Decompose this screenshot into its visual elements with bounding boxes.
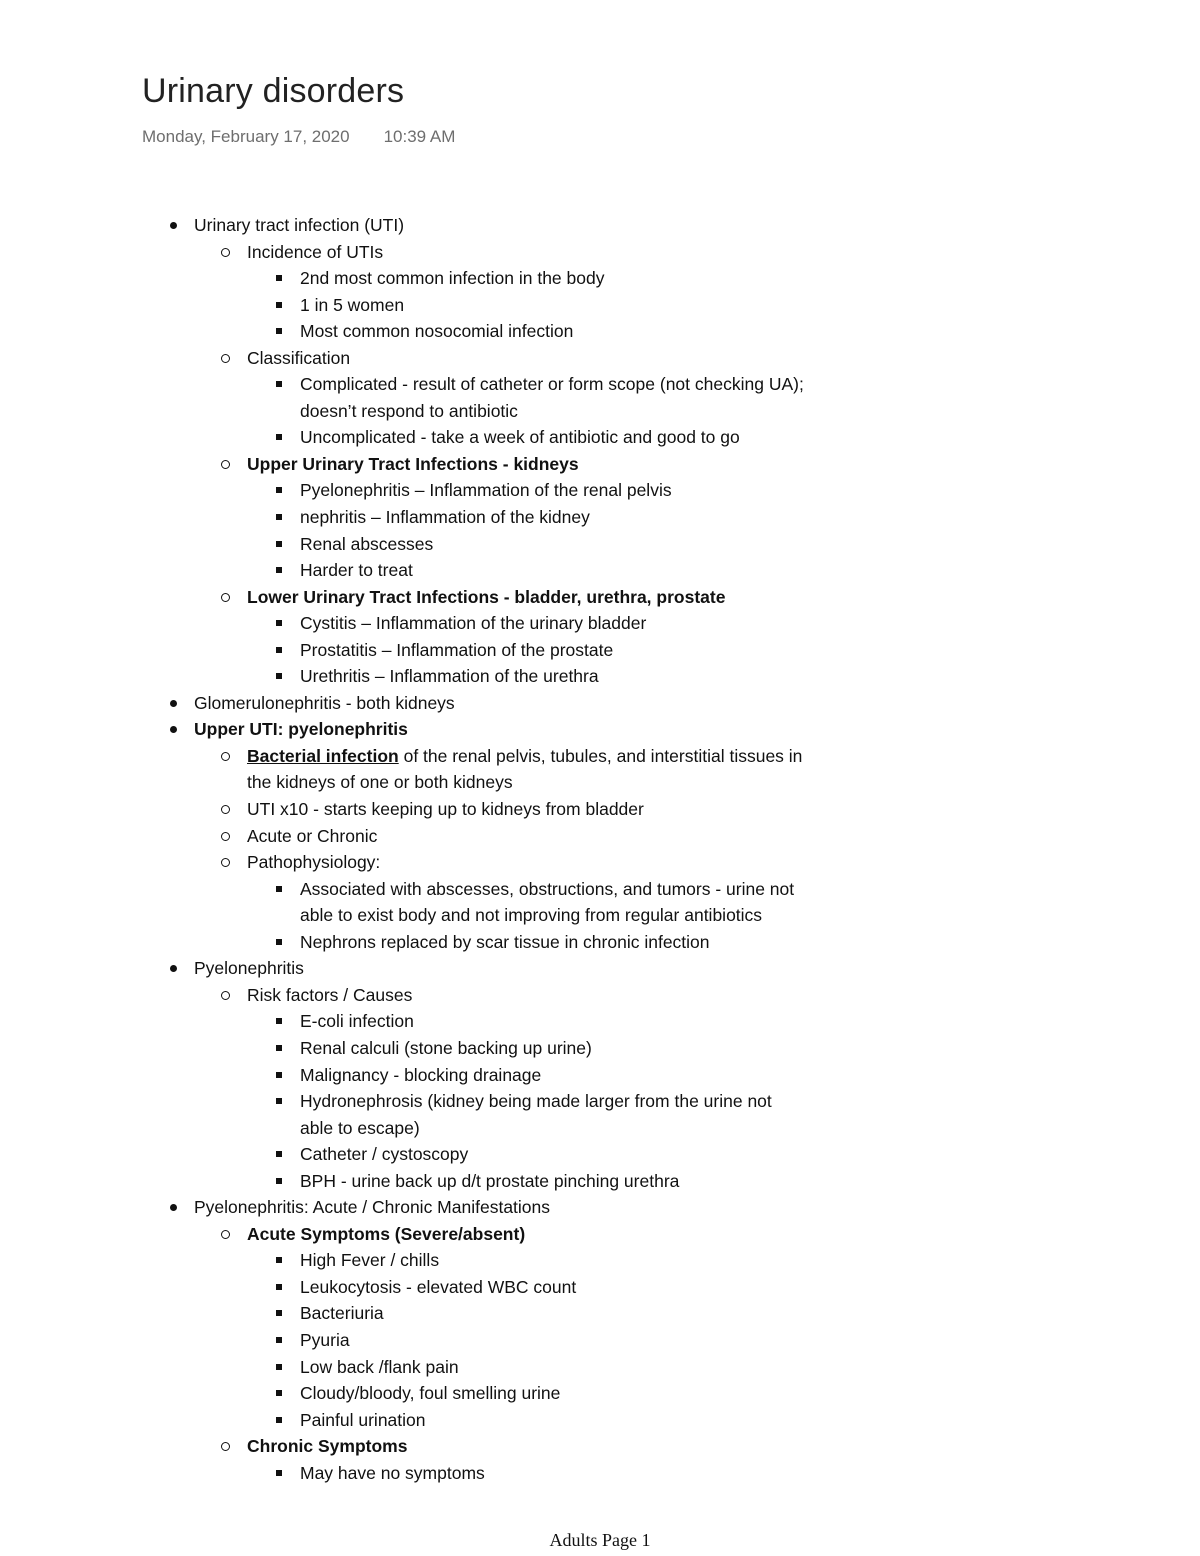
outline-notes (0, 212, 1200, 1486)
outline-item-level-3 (0, 1460, 1200, 1487)
outline-text: Renal abscesses (300, 533, 434, 554)
outline-item-continuation (0, 1115, 1200, 1142)
disc-bullet-icon (170, 726, 177, 733)
square-bullet-icon (276, 1045, 282, 1051)
outline-item-level-2 (0, 796, 1200, 823)
outline-text: Most common nosocomial infection (300, 321, 574, 342)
square-bullet-icon (276, 1364, 282, 1370)
outline-text: Complicated - result of catheter or form scope (not checking UA); (300, 374, 804, 395)
outline-item-level-1 (0, 716, 1200, 743)
outline-text: Pathophysiology: (247, 852, 381, 873)
square-bullet-icon (276, 1337, 282, 1343)
circle-bullet-icon (221, 832, 230, 841)
outline-item-level-3 (0, 1035, 1200, 1062)
outline-item-level-2 (0, 1221, 1200, 1248)
outline-text: Lower Urinary Tract Infections - bladder, urethra, prostate (247, 586, 726, 607)
square-bullet-icon (276, 939, 282, 945)
outline-text: Chronic Symptoms (247, 1436, 408, 1457)
square-bullet-icon (276, 514, 282, 520)
outline-item-level-2 (0, 584, 1200, 611)
outline-item-level-3 (0, 876, 1200, 903)
outline-text: Cystitis – Inflammation of the urinary bladder (300, 613, 647, 634)
page-time: 10:39 AM (383, 127, 456, 146)
outline-text: High Fever / chills (300, 1250, 440, 1271)
circle-bullet-icon (221, 248, 230, 257)
square-bullet-icon (276, 302, 282, 308)
outline-item-level-3 (0, 504, 1200, 531)
outline-item-level-2 (0, 345, 1200, 372)
outline-item-continuation (0, 769, 1200, 796)
outline-text: Bacterial infection (247, 745, 399, 766)
page-footer: Adults Page 1 (549, 1530, 651, 1550)
square-bullet-icon (276, 487, 282, 493)
circle-bullet-icon (221, 460, 230, 469)
outline-item-level-3 (0, 1088, 1200, 1115)
outline-text: Upper Urinary Tract Infections - kidneys (247, 453, 579, 474)
circle-bullet-icon (221, 1230, 230, 1239)
outline-text: Pyelonephritis: Acute / Chronic Manifestations (194, 1197, 551, 1218)
outline-item-level-2 (0, 823, 1200, 850)
outline-text: able to escape) (300, 1117, 420, 1138)
square-bullet-icon (276, 541, 282, 547)
outline-text: Urethritis – Inflammation of the urethra (300, 666, 599, 687)
outline-text: doesn’t respond to antibiotic (300, 400, 518, 421)
disc-bullet-icon (170, 1204, 177, 1211)
circle-bullet-icon (221, 752, 230, 761)
square-bullet-icon (276, 381, 282, 387)
outline-text: Catheter / cystoscopy (300, 1144, 469, 1165)
outline-text: Uncomplicated - take a week of antibiotic and good to go (300, 427, 740, 448)
outline-text: of the renal pelvis, tubules, and interstitial tissues in (398, 745, 803, 766)
outline-text: Pyelonephritis – Inflammation of the renal pelvis (300, 480, 672, 501)
square-bullet-icon (276, 620, 282, 626)
outline-item-level-3 (0, 1247, 1200, 1274)
outline-text: Risk factors / Causes (247, 984, 413, 1005)
square-bullet-icon (276, 1390, 282, 1396)
outline-item-continuation (0, 902, 1200, 929)
square-bullet-icon (276, 434, 282, 440)
outline-item-level-3 (0, 1168, 1200, 1195)
outline-item-level-3 (0, 1300, 1200, 1327)
outline-item-level-2 (0, 849, 1200, 876)
outline-item-level-3 (0, 371, 1200, 398)
square-bullet-icon (276, 1178, 282, 1184)
circle-bullet-icon (221, 593, 230, 602)
square-bullet-icon (276, 1310, 282, 1316)
outline-item-level-3 (0, 424, 1200, 451)
outline-item-level-3 (0, 1407, 1200, 1434)
outline-text: Low back /flank pain (300, 1356, 459, 1377)
outline-item-level-3 (0, 531, 1200, 558)
outline-text: Urinary tract infection (UTI) (194, 215, 405, 235)
circle-bullet-icon (221, 805, 230, 814)
outline-item-level-2 (0, 239, 1200, 266)
page-title: Urinary disorders (142, 72, 405, 110)
outline-item-level-1 (0, 212, 1200, 239)
circle-bullet-icon (221, 991, 230, 1000)
square-bullet-icon (276, 275, 282, 281)
outline-item-level-2 (0, 982, 1200, 1009)
square-bullet-icon (276, 567, 282, 573)
outline-text: 1 in 5 women (300, 294, 405, 315)
outline-item-continuation (0, 398, 1200, 425)
outline-item-level-3 (0, 477, 1200, 504)
square-bullet-icon (276, 328, 282, 334)
outline-text: Hydronephrosis (kidney being made larger from the urine not (300, 1091, 772, 1112)
square-bullet-icon (276, 886, 282, 892)
outline-text: Pyuria (300, 1329, 350, 1350)
outline-item-level-3 (0, 1008, 1200, 1035)
square-bullet-icon (276, 1284, 282, 1290)
outline-text: able to exist body and not improving from regular antibiotics (300, 905, 763, 926)
outline-text: UTI x10 - starts keeping up to kidneys from bladder (247, 799, 644, 820)
outline-text: Prostatitis – Inflammation of the prostate (300, 639, 614, 660)
outline-item-level-3 (0, 292, 1200, 319)
outline-text: the kidneys of one or both kidneys (247, 772, 513, 793)
outline-text: Painful urination (300, 1409, 426, 1430)
outline-text: 2nd most common infection in the body (300, 268, 605, 289)
outline-item-level-3 (0, 557, 1200, 584)
outline-text: Incidence of UTIs (247, 241, 384, 262)
outline-text: Associated with abscesses, obstructions, and tumors - urine not (300, 878, 795, 899)
outline-item-level-3 (0, 1327, 1200, 1354)
outline-text: Malignancy - blocking drainage (300, 1064, 542, 1085)
outline-item-level-3 (0, 637, 1200, 664)
outline-item-level-3 (0, 663, 1200, 690)
outline-text: Pyelonephritis (194, 958, 304, 979)
outline-text: Acute Symptoms (Severe/absent) (247, 1223, 526, 1244)
outline-item-level-1 (0, 690, 1200, 717)
outline-text: Glomerulonephritis - both kidneys (194, 692, 455, 713)
outline-item-level-3 (0, 1380, 1200, 1407)
page-date: Monday, February 17, 2020 (142, 127, 350, 146)
page-timestamp (142, 127, 455, 147)
outline-item-level-3 (0, 318, 1200, 345)
outline-item-level-3 (0, 1141, 1200, 1168)
square-bullet-icon (276, 1470, 282, 1476)
outline-text: Bacteriuria (300, 1303, 384, 1324)
outline-text: E-coli infection (300, 1011, 414, 1032)
outline-item-level-3 (0, 610, 1200, 637)
outline-item-level-2 (0, 1433, 1200, 1460)
outline-text: BPH - urine back up d/t prostate pinching urethra (300, 1170, 680, 1191)
outline-item-level-1 (0, 955, 1200, 982)
outline-text: nephritis – Inflammation of the kidney (300, 507, 590, 528)
outline-text: Classification (247, 347, 351, 368)
square-bullet-icon (276, 647, 282, 653)
outline-item-level-3 (0, 265, 1200, 292)
square-bullet-icon (276, 1257, 282, 1263)
outline-text: Acute or Chronic (247, 825, 378, 846)
outline-text: Renal calculi (stone backing up urine) (300, 1037, 592, 1058)
outline-text: Upper UTI: pyelonephritis (194, 719, 408, 740)
square-bullet-icon (276, 1072, 282, 1078)
outline-item-level-3 (0, 929, 1200, 956)
outline-item-level-3 (0, 1274, 1200, 1301)
disc-bullet-icon (170, 700, 177, 707)
square-bullet-icon (276, 673, 282, 679)
square-bullet-icon (276, 1018, 282, 1024)
circle-bullet-icon (221, 858, 230, 867)
outline-item-level-3 (0, 1354, 1200, 1381)
outline-item-level-2 (0, 743, 1200, 770)
square-bullet-icon (276, 1151, 282, 1157)
outline-text: Leukocytosis - elevated WBC count (300, 1276, 577, 1297)
circle-bullet-icon (221, 354, 230, 363)
disc-bullet-icon (170, 965, 177, 972)
outline-text: May have no symptoms (300, 1462, 485, 1483)
outline-item-level-3 (0, 1062, 1200, 1089)
outline-text: Nephrons replaced by scar tissue in chronic infection (300, 931, 710, 952)
circle-bullet-icon (221, 1442, 230, 1451)
disc-bullet-icon (170, 222, 177, 229)
square-bullet-icon (276, 1417, 282, 1423)
square-bullet-icon (276, 1098, 282, 1104)
outline-item-level-2 (0, 451, 1200, 478)
outline-text: Cloudy/bloody, foul smelling urine (300, 1383, 561, 1404)
outline-text: Harder to treat (300, 560, 413, 581)
outline-item-level-1 (0, 1194, 1200, 1221)
